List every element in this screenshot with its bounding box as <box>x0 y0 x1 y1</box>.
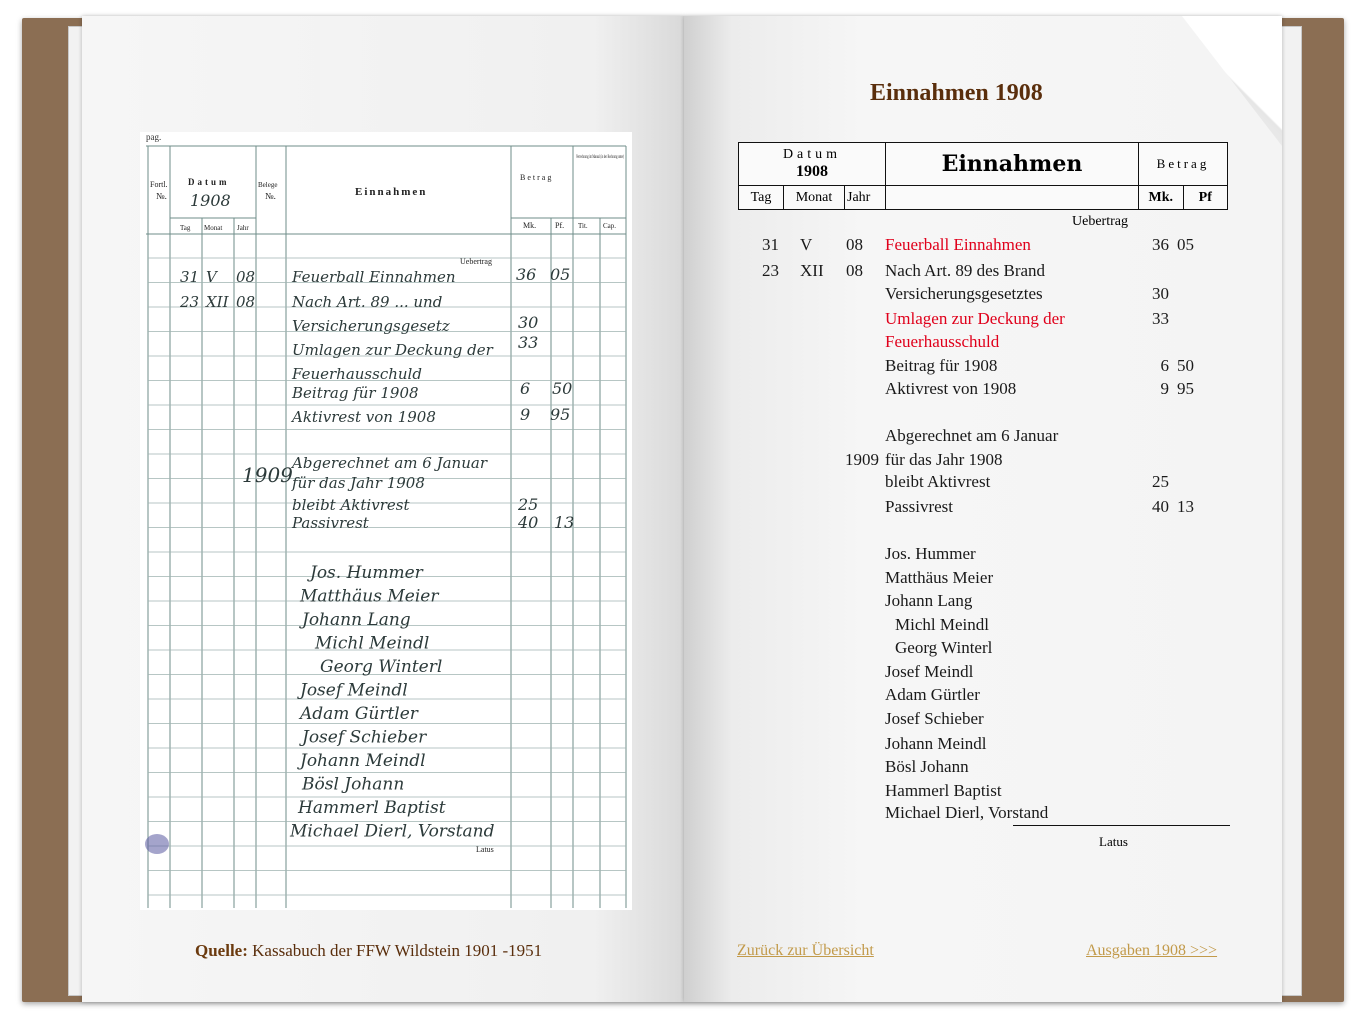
scan-hw-date: 31 <box>180 268 200 286</box>
page-stack-right <box>1280 26 1302 996</box>
scan-hw-line: Versicherungsgesetz <box>292 317 450 335</box>
scan-hw-line: Passivrest <box>292 514 369 532</box>
latus-line <box>1013 825 1230 826</box>
jahr-header: Jahr <box>845 186 886 210</box>
scan-hw-amount: 95 <box>550 405 571 424</box>
entry-text: Beitrag für 1908 <box>885 356 998 375</box>
scan-mk: Mk. <box>523 221 537 230</box>
scan-nr: №. <box>156 191 167 201</box>
scan-hw-signature: Michl Meindl <box>315 633 430 654</box>
scan-hw-date: 1909 <box>242 463 293 487</box>
scan-belege: Belege <box>258 181 278 189</box>
scan-betrag: Betrag <box>520 173 554 182</box>
back-to-overview-link[interactable]: Zurück zur Übersicht <box>737 942 874 959</box>
scan-hw-amount: 30 <box>518 313 539 332</box>
signature-name: Josef Schieber <box>885 709 984 728</box>
scan-hw-amount: 33 <box>518 333 539 352</box>
datum-cell <box>739 143 886 186</box>
scan-hw-line: für das Jahr 1908 <box>292 474 425 492</box>
scan-year: 1908 <box>190 191 231 210</box>
entry-text: Nach Art. 89 des Brand <box>885 261 1046 280</box>
scan-hw-date: V <box>206 268 217 286</box>
scan-hw-line: Aktivrest von 1908 <box>292 408 436 426</box>
scan-hw-date: 08 <box>236 293 256 311</box>
entry-text: Abgerechnet am 6 Januar <box>885 426 1059 445</box>
signature-name: Adam Gürtler <box>885 685 980 704</box>
scan-latus: Latus <box>476 845 494 854</box>
tag-header: Tag <box>739 186 784 210</box>
scan-einnahmen: Einnahmen <box>355 186 428 198</box>
entry-text: Umlagen zur Deckung der <box>885 309 1065 328</box>
scan-hw-signature: Georg Winterl <box>320 657 443 677</box>
einnahmen-sub <box>886 186 1139 210</box>
einnahmen-header: Einnahmen <box>886 143 1139 186</box>
scan-belege-nr: №. <box>265 191 276 201</box>
scan-hw-amount: 13 <box>554 513 575 532</box>
signature-name: Michl Meindl <box>895 615 989 634</box>
scan-hw-date: 23 <box>180 293 200 311</box>
entry-mk: 25 <box>1152 472 1169 491</box>
entry-monat: V <box>800 235 813 254</box>
next-page-link[interactable]: Ausgaben 1908 >>> <box>1086 942 1218 959</box>
scan-tit: Tit. <box>578 222 588 230</box>
entry-text: Versicherungsgesetztes <box>885 284 1043 303</box>
signature-name: Hammerl Baptist <box>885 781 1002 800</box>
scan-hw-line: Umlagen zur Deckung der <box>292 341 493 359</box>
entry-mk: 36 <box>1152 235 1169 254</box>
scan-hw-line: Beitrag für 1908 <box>292 384 419 402</box>
scan-hw-line: Abgerechnet am 6 Januar <box>292 454 487 472</box>
scan-hw-amount: 25 <box>518 495 539 514</box>
uebertrag-label: Uebertrag <box>1072 214 1128 229</box>
source-caption <box>195 941 542 961</box>
ledger-scan-image <box>140 132 632 910</box>
latus-label: Latus <box>1099 834 1128 849</box>
scan-monat: Monat <box>204 224 223 232</box>
entry-mk: 9 <box>1160 379 1169 398</box>
ledger-scan-drawing <box>140 132 632 910</box>
scan-hw-date: XII <box>206 293 229 311</box>
scan-hw-signature: Johann Lang <box>302 610 411 630</box>
scan-uebertrag: Uebertrag <box>460 257 492 266</box>
scan-fortl: Fortl. <box>150 180 168 189</box>
scan-cap: Cap. <box>603 222 617 230</box>
scan-verrechnung: Verrechnung im Manual (in der Rechnung unter) <box>576 155 625 160</box>
scan-hw-date: 08 <box>236 268 256 286</box>
monat-header: Monat <box>784 186 845 210</box>
scan-hw-line: Feuerball Einnahmen <box>292 268 456 286</box>
scan-hw-signature: Matthäus Meier <box>300 586 439 607</box>
entry-text: Feuerball Einnahmen <box>885 235 1031 254</box>
ledger-header-table <box>738 142 1228 210</box>
scan-hw-signature: Josef Meindl <box>300 680 408 701</box>
signature-name: Johann Meindl <box>885 734 987 753</box>
scan-tag: Tag <box>180 224 191 232</box>
scan-pf: Pf. <box>555 221 565 230</box>
entry-pf: 95 <box>1177 379 1194 398</box>
scan-hw-signature: Josef Schieber <box>302 727 427 748</box>
scan-hw-signature: Johann Meindl <box>300 751 426 771</box>
signature-name: Bösl Johann <box>885 757 969 776</box>
scan-hw-amount: 36 <box>516 265 537 284</box>
entry-text: Passivrest <box>885 497 953 516</box>
signature-name: Johann Lang <box>885 591 973 610</box>
entry-text: bleibt Aktivrest <box>885 472 991 491</box>
entry-jahr: 08 <box>846 235 863 254</box>
entry-pf: 05 <box>1177 235 1194 254</box>
entry-monat: XII <box>800 261 824 280</box>
entry-tag: 23 <box>762 261 779 280</box>
datum-year: 1908 <box>796 163 828 180</box>
signature-name: Jos. Hummer <box>885 544 976 563</box>
signature-name: Josef Meindl <box>885 662 974 681</box>
signature-name: Georg Winterl <box>895 638 993 657</box>
datum-label: Datum <box>782 147 842 162</box>
scan-hw-amount: 40 <box>518 513 539 532</box>
scan-hw-amount: 9 <box>520 405 531 424</box>
entry-mk: 30 <box>1152 284 1169 303</box>
scan-jahr: Jahr <box>237 224 249 232</box>
scan-hw-signature: Adam Gürtler <box>300 704 418 724</box>
entry-mk: 6 <box>1160 356 1169 375</box>
source-text: Kassabuch der FFW Wildstein 1901 -1951 <box>252 941 543 960</box>
pf-header: Pf <box>1183 186 1228 210</box>
scan-hw-amount: 05 <box>550 265 571 284</box>
betrag-header: Betrag <box>1139 143 1228 186</box>
entry-text: für das Jahr 1908 <box>885 450 1003 469</box>
scan-hw-line: Feuerhausschuld <box>292 365 422 383</box>
entry-text: Aktivrest von 1908 <box>885 379 1017 398</box>
mk-header: Mk. <box>1139 186 1184 210</box>
entry-jahr: 08 <box>846 261 863 280</box>
scan-pag: pag. <box>146 132 162 142</box>
scan-hw-line: Nach Art. 89 ... und <box>292 293 443 311</box>
scan-hw-line: bleibt Aktivrest <box>292 496 410 514</box>
scan-hw-amount: 6 <box>520 379 531 398</box>
signature-name: Michael Dierl, Vorstand <box>885 803 1049 822</box>
signature-name: Matthäus Meier <box>885 568 994 587</box>
page-title: Einnahmen 1908 <box>870 80 1043 106</box>
scan-hw-amount: 50 <box>552 379 573 398</box>
entry-tag: 31 <box>762 235 779 254</box>
scan-hw-signature: Bösl Johann <box>302 774 405 795</box>
entry-pf: 13 <box>1177 497 1194 516</box>
scan-datum: Datum <box>188 177 230 187</box>
entry-jahr: 1909 <box>845 450 879 469</box>
ink-blot <box>145 834 169 854</box>
source-label: Quelle: <box>195 941 248 960</box>
entry-mk: 33 <box>1152 309 1169 328</box>
scan-hw-signature: Jos. Hummer <box>310 563 423 583</box>
scan-handwriting <box>179 265 574 842</box>
scan-hw-signature: Hammerl Baptist <box>298 798 446 818</box>
entry-pf: 50 <box>1177 356 1194 375</box>
entry-mk: 40 <box>1152 497 1169 516</box>
entry-text: Feuerhausschuld <box>885 332 1000 351</box>
scan-hw-signature: Michael Dierl, Vorstand <box>290 821 495 842</box>
